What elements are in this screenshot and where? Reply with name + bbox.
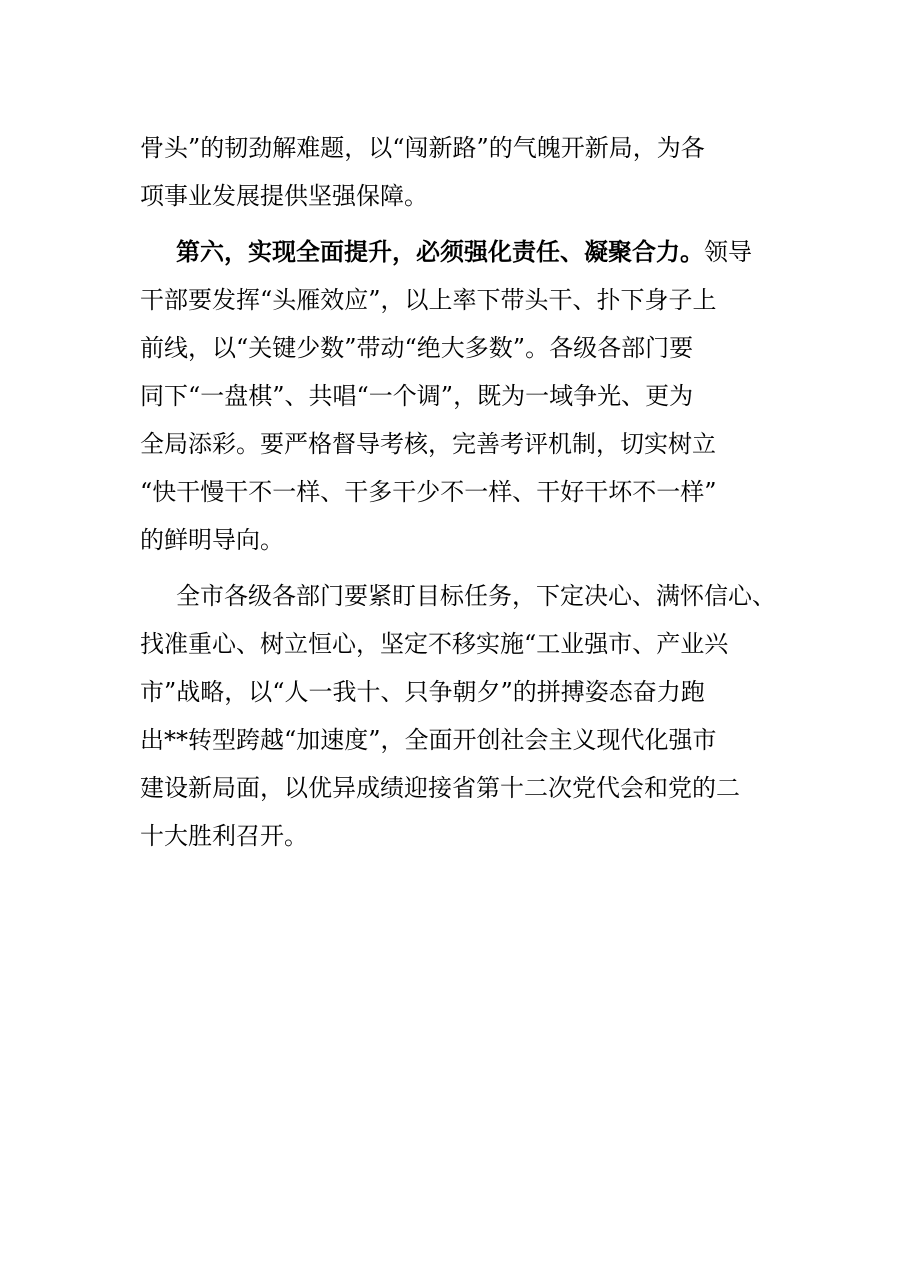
text-line: 的鲜明导向。 <box>140 526 284 554</box>
text-line: 骨头”的韧劲解难题，以“闯新路”的气魄开新局，为各 <box>140 134 705 162</box>
paragraph-2 <box>140 228 776 564</box>
text-line: 全市各级各部门要紧盯目标任务，下定决心、满怀信心、 <box>176 582 776 610</box>
text-line: 找准重心、树立恒心，坚定不移实施“工业强市、产业兴 <box>140 630 729 658</box>
text-line: 同下“一盘棋”、共唱“一个调”，既为一域争光、更为 <box>140 382 694 410</box>
text-line: 项事业发展提供坚强保障。 <box>140 182 428 210</box>
document-body <box>140 124 776 860</box>
text-line: 市”战略，以“人一我十、只争朝夕”的拼搏姿态奋力跑 <box>140 678 705 706</box>
text-line: “快干慢干不一样、干多干少不一样、干好干坏不一样” <box>140 478 717 506</box>
paragraph-3 <box>140 572 776 860</box>
paragraph-1 <box>140 124 776 220</box>
section-heading: 第六，实现全面提升，必须强化责任、凝聚合力。 <box>176 237 704 266</box>
text-line: 前线，以“关键少数”带动“绝大多数”。各级各部门要 <box>140 334 694 362</box>
text-line <box>140 228 776 276</box>
text-line: 出**转型跨越“加速度”，全面开创社会主义现代化强市 <box>140 726 717 754</box>
text-line: 全局添彩。要严格督导考核，完善考评机制，切实树立 <box>140 430 716 458</box>
text-line: 十大胜利召开。 <box>140 822 308 850</box>
text-fragment: 领导 <box>704 238 752 266</box>
text-line: 干部要发挥“头雁效应”，以上率下带头干、扑下身子上 <box>140 286 717 314</box>
text-line: 建设新局面，以优异成绩迎接省第十二次党代会和党的二 <box>140 774 740 802</box>
